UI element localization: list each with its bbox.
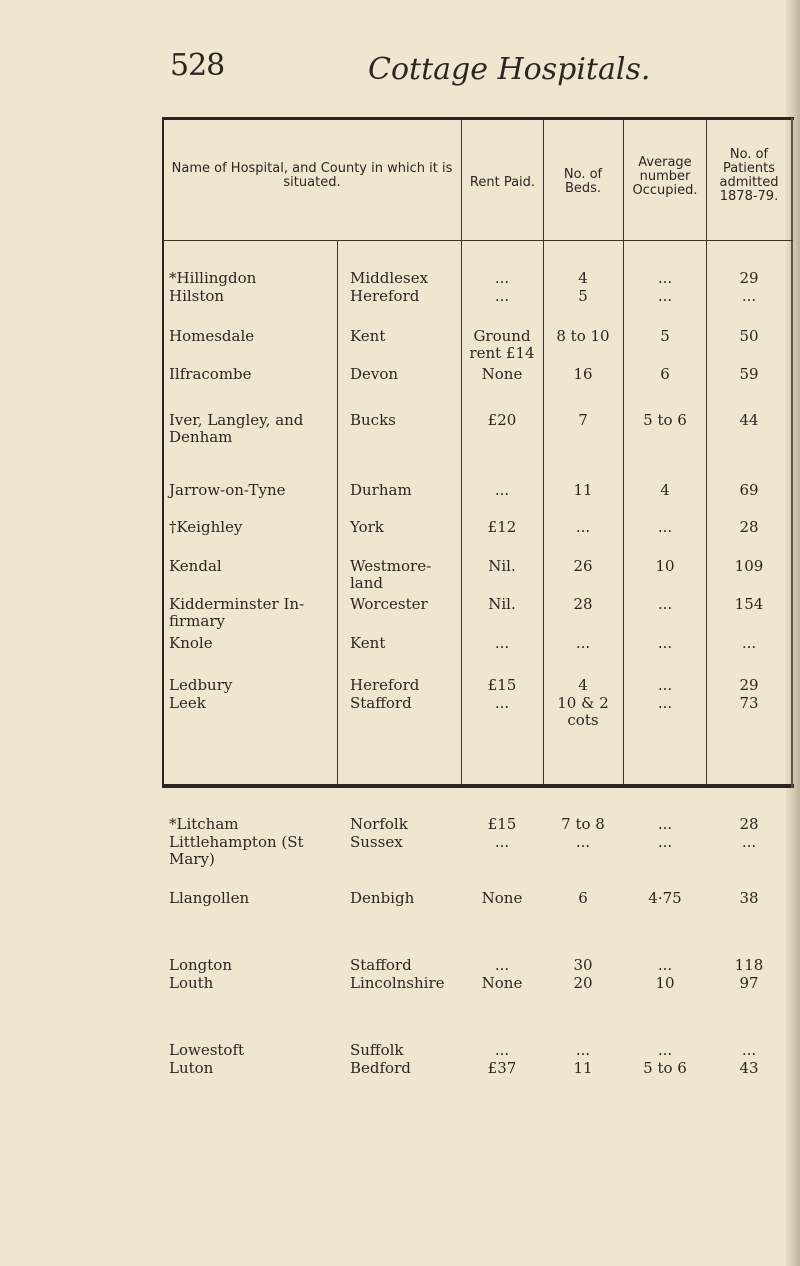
cell-occupied: ... (657, 269, 673, 287)
cell-admitted: 29 (739, 269, 759, 287)
page-number: 528 (170, 48, 225, 83)
cell-admitted: 154 (734, 595, 764, 613)
cell-name: Longton (169, 956, 232, 974)
cell-rent: Ground rent £14 (469, 327, 535, 362)
cell-admitted: ... (741, 634, 757, 652)
cell-rent: ... (494, 833, 510, 851)
cell-beds: 10 & 2 cots (557, 694, 609, 729)
cell-beds: 7 to 8 (561, 815, 605, 833)
cell-admitted: 44 (739, 411, 759, 429)
cell-rent: £12 (487, 518, 517, 536)
cell-name: Ledbury (169, 676, 233, 694)
cell-rent: ... (494, 956, 510, 974)
cell-name: *Hillingdon (169, 269, 257, 287)
cell-rent: Nil. (488, 557, 516, 575)
cell-beds: 16 (573, 365, 593, 383)
table-left-rule (162, 118, 164, 786)
cell-beds: 30 (573, 956, 593, 974)
cell-rent: £15 (487, 676, 517, 694)
cell-occupied: 5 to 6 (643, 411, 687, 429)
cell-beds: 7 (578, 411, 588, 429)
cell-beds: ... (575, 518, 591, 536)
header-rule (163, 240, 793, 241)
cell-occupied: ... (657, 1041, 673, 1059)
cell-county: Suffolk (350, 1041, 404, 1059)
table-bottom-rule (162, 784, 794, 788)
cell-beds: 11 (573, 1059, 593, 1077)
cell-name: Hilston (169, 287, 225, 305)
cell-occupied: 5 to 6 (643, 1059, 687, 1077)
table-right-rule (791, 118, 793, 788)
cell-occupied: 6 (660, 365, 670, 383)
cell-county: Denbigh (350, 889, 415, 907)
cell-occupied: ... (657, 815, 673, 833)
cell-rent: None (481, 365, 523, 383)
cell-admitted: 28 (739, 518, 759, 536)
table-top-rule (162, 117, 794, 120)
cell-rent: £20 (487, 411, 517, 429)
cell-name: Leek (169, 694, 206, 712)
cell-occupied: ... (657, 634, 673, 652)
cell-rent: ... (494, 481, 510, 499)
cell-county: Stafford (350, 694, 412, 712)
cell-beds: 11 (573, 481, 593, 499)
cell-admitted: 69 (739, 481, 759, 499)
cell-county: Hereford (350, 676, 420, 694)
cell-admitted: 109 (734, 557, 764, 575)
cell-admitted: 118 (734, 956, 764, 974)
cell-admitted: ... (741, 833, 757, 851)
cell-county: Kent (350, 634, 386, 652)
cell-county: Sussex (350, 833, 403, 851)
cell-occupied: ... (657, 956, 673, 974)
cell-occupied: 10 (655, 557, 675, 575)
cell-rent: ... (494, 694, 510, 712)
cell-occupied: 4 (660, 481, 670, 499)
column-header-rent: Rent Paid. (469, 175, 536, 190)
cell-county: Devon (350, 365, 399, 383)
cell-occupied: ... (657, 287, 673, 305)
cell-rent: None (481, 889, 523, 907)
cell-beds: 20 (573, 974, 593, 992)
cell-rent: ... (494, 269, 510, 287)
cell-beds: 4 (578, 269, 588, 287)
cell-name: Lowestoft (169, 1041, 245, 1059)
cell-name: Homesdale (169, 327, 255, 345)
cell-admitted: 29 (739, 676, 759, 694)
cell-county: York (350, 518, 384, 536)
cell-beds: ... (575, 833, 591, 851)
cell-occupied: 10 (655, 974, 675, 992)
cell-rent: Nil. (488, 595, 516, 613)
cell-beds: 5 (578, 287, 588, 305)
cell-beds: 8 to 10 (556, 327, 610, 345)
column-header-occupied: Average number Occupied. (632, 155, 698, 198)
cell-admitted: 38 (739, 889, 759, 907)
cell-rent: £15 (487, 815, 517, 833)
cell-name: Luton (169, 1059, 214, 1077)
cell-name: Louth (169, 974, 214, 992)
cell-rent: ... (494, 287, 510, 305)
cell-admitted: 50 (739, 327, 759, 345)
cell-county: Westmore-land (350, 557, 432, 592)
cell-name: Kendal (169, 557, 222, 575)
column-header-name: Name of Hospital, and County in which it is situated. (171, 161, 453, 190)
cell-admitted: 28 (739, 815, 759, 833)
cell-occupied: ... (657, 518, 673, 536)
cell-occupied: ... (657, 595, 673, 613)
cell-name: *Litcham (169, 815, 239, 833)
cell-admitted: 43 (739, 1059, 759, 1077)
cell-name: †Keighley (169, 518, 243, 536)
column-header-beds: No. of Beds. (563, 167, 603, 196)
cell-name: Jarrow-on-Tyne (169, 481, 286, 499)
column-header-admitted: No. of Patients admitted 1878-79. (719, 147, 779, 204)
cell-name: Llangollen (169, 889, 250, 907)
cell-name: Ilfracombe (169, 365, 252, 383)
cell-county: Hereford (350, 287, 420, 305)
cell-name: Knole (169, 634, 213, 652)
cell-name: Iver, Langley, and Denham (169, 411, 304, 446)
cell-admitted: 59 (739, 365, 759, 383)
cell-county: Middlesex (350, 269, 429, 287)
cell-county: Stafford (350, 956, 412, 974)
cell-occupied: 5 (660, 327, 670, 345)
cell-beds: ... (575, 634, 591, 652)
cell-rent: ... (494, 634, 510, 652)
cell-county: Worcester (350, 595, 428, 613)
cell-name: Kidderminster In-firmary (169, 595, 305, 630)
cell-beds: 6 (578, 889, 588, 907)
cell-rent: None (481, 974, 523, 992)
cell-county: Durham (350, 481, 412, 499)
cell-occupied: ... (657, 694, 673, 712)
cell-name: Littlehampton (St Mary) (169, 833, 304, 868)
cell-county: Lincolnshire (350, 974, 445, 992)
cell-county: Kent (350, 327, 386, 345)
cell-occupied: 4·75 (648, 889, 682, 907)
cell-occupied: ... (657, 833, 673, 851)
cell-beds: 26 (573, 557, 593, 575)
page-title: Cottage Hospitals. (368, 52, 651, 87)
cell-beds: ... (575, 1041, 591, 1059)
cell-rent: ... (494, 1041, 510, 1059)
cell-county: Bucks (350, 411, 396, 429)
cell-county: Norfolk (350, 815, 408, 833)
cell-admitted: 73 (739, 694, 759, 712)
cell-admitted: 97 (739, 974, 759, 992)
cell-beds: 4 (578, 676, 588, 694)
cell-admitted: ... (741, 1041, 757, 1059)
cell-rent: £37 (487, 1059, 517, 1077)
cell-occupied: ... (657, 676, 673, 694)
cell-admitted: ... (741, 287, 757, 305)
cell-county: Bedford (350, 1059, 411, 1077)
cell-beds: 28 (573, 595, 593, 613)
